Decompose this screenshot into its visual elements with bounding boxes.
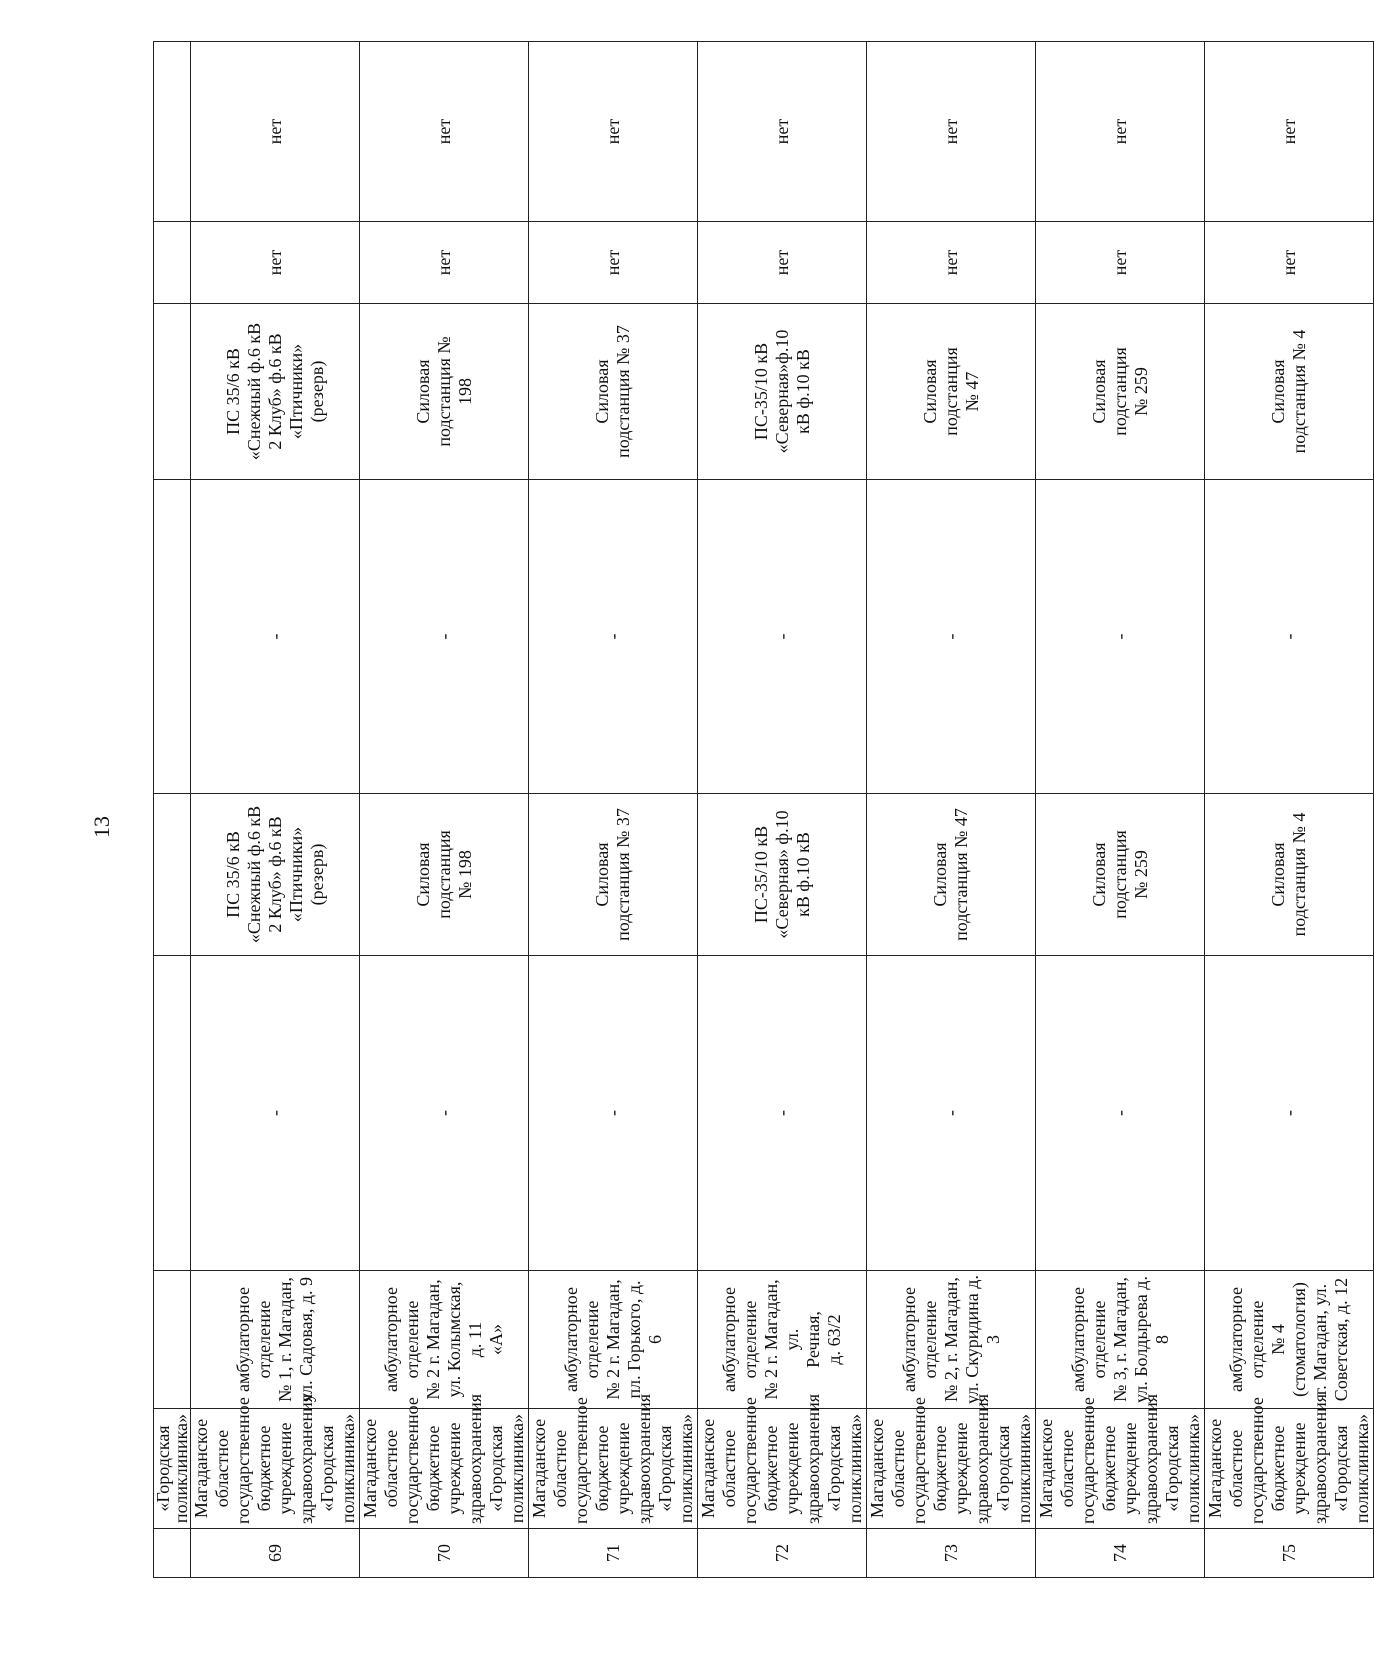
cell-department-address: амбулаторное отделение № 2 г. Магадан, пл. Горького, д. 6 [529,1271,698,1409]
cell-department-address: амбулаторное отделение № 4 (стоматология) г. Магадан, ул. Советская, д. 12 [1205,1271,1374,1409]
cell-backup-1: нет [1036,222,1205,304]
cell-power-source-1: Силовая подстанция № 47 [867,794,1036,956]
cell-org-tail: «Городская поликлиника» [154,1409,191,1529]
cell-col6: - [867,480,1036,794]
cell-col4: - [360,956,529,1271]
cell-backup-1: нет [360,222,529,304]
cell-row-number: 74 [1036,1529,1205,1578]
cell-backup-1: нет [698,222,867,304]
cell-col6: - [191,480,360,794]
cell-backup-2: нет [1036,42,1205,222]
cell-power-source-2: ПС-35/10 кВ «Северная»ф.10 кВ ф.10 кВ [698,304,867,480]
cell-backup-1: нет [191,222,360,304]
cell-empty [154,42,191,222]
cell-col4: - [867,956,1036,1271]
cell-department-address: амбулаторное отделение № 2 г. Магадан, ул. Колымская, д. 11 «А» [360,1271,529,1409]
cell-backup-2: нет [529,42,698,222]
table-row [1205,42,1374,1578]
cell-backup-2: нет [867,42,1036,222]
cell-department-address: амбулаторное отделение № 1, г. Магадан, ул. Садовая, д. 9 [191,1271,360,1409]
cell-row-number: 73 [867,1529,1036,1578]
cell-power-source-1: ПС-35/10 кВ «Северная» ф.10 кВ ф.10 кВ [698,794,867,956]
cell-empty [154,956,191,1271]
cell-col4: - [1205,956,1374,1271]
cell-col4: - [529,956,698,1271]
cell-empty [154,794,191,956]
table-row [529,42,698,1578]
cell-col6: - [1036,480,1205,794]
table-row [1036,42,1205,1578]
cell-organization: Магаданское областное государственное бюджетное учреждение здравоохранения «Городская поликлиника» [1036,1409,1205,1529]
cell-department-address: амбулаторное отделение № 2, г. Магадан, ул. Скуридина д. 3 [867,1271,1036,1409]
cell-organization: Магаданское областное государственное бюджетное учреждение здравоохранения «Городская поликлиника» [1205,1409,1374,1529]
cell-organization: Магаданское областное государственное бюджетное учреждение здравоохранения «Городская поликлиника» [191,1409,360,1529]
cell-col4: - [1036,956,1205,1271]
table-row [698,42,867,1578]
cell-col6: - [1205,480,1374,794]
cell-organization: Магаданское областное государственное бюджетное учреждение здравоохранения «Городская поликлиника» [698,1409,867,1529]
cell-organization: Магаданское областное государственное бюджетное учреждение здравоохранения «Городская поликлиника» [867,1409,1036,1529]
substation-table [153,41,1374,1578]
cell-backup-1: нет [867,222,1036,304]
cell-backup-2: нет [698,42,867,222]
cell-empty [154,480,191,794]
cell-department-address: амбулаторное отделение № 2 г. Магадан, ул. Речная, д. 63/2 [698,1271,867,1409]
cell-row-number: 70 [360,1529,529,1578]
cell-col4: - [191,956,360,1271]
table-row [191,42,360,1578]
cell-power-source-2: ПС 35/6 кВ «Снежный ф.6 кВ 2 Клуб» ф.6 кВ «Птичники» (резерв) [191,304,360,480]
cell-power-source-1: Силовая подстанция № 259 [1036,794,1205,956]
cell-backup-2: нет [191,42,360,222]
cell-power-source-2: Силовая подстанция № 47 [867,304,1036,480]
cell-col6: - [698,480,867,794]
cell-num [154,1529,191,1578]
cell-empty [154,1271,191,1409]
page-number: 13 [89,816,114,838]
cell-empty [154,304,191,480]
cell-col6: - [360,480,529,794]
table-row [867,42,1036,1578]
cell-row-number: 69 [191,1529,360,1578]
cell-backup-2: нет [1205,42,1374,222]
cell-power-source-2: Силовая подстанция № 198 [360,304,529,480]
rotated-table-container [153,42,1372,1578]
cell-organization: Магаданское областное государственное бюджетное учреждение здравоохранения «Городская поликлиника» [360,1409,529,1529]
table-row [360,42,529,1578]
continuation-row [154,42,191,1578]
cell-organization: Магаданское областное государственное бюджетное учреждение здравоохранения «Городская поликлиника» [529,1409,698,1529]
cell-empty [154,222,191,304]
cell-row-number: 71 [529,1529,698,1578]
cell-row-number: 75 [1205,1529,1374,1578]
cell-backup-2: нет [360,42,529,222]
cell-power-source-2: Силовая подстанция № 259 [1036,304,1205,480]
cell-power-source-2: Силовая подстанция № 4 [1205,304,1374,480]
cell-power-source-1: ПС 35/6 кВ «Снежный ф.6 кВ 2 Клуб» ф.6 кВ «Птичники» (резерв) [191,794,360,956]
table-body [154,42,1374,1578]
cell-power-source-1: Силовая подстанция № 4 [1205,794,1374,956]
cell-row-number: 72 [698,1529,867,1578]
cell-power-source-1: Силовая подстанция № 198 [360,794,529,956]
cell-power-source-2: Силовая подстанция № 37 [529,304,698,480]
cell-col4: - [698,956,867,1271]
cell-backup-1: нет [529,222,698,304]
cell-power-source-1: Силовая подстанция № 37 [529,794,698,956]
cell-department-address: амбулаторное отделение № 3, г. Магадан, ул. Болдырева д. 8 [1036,1271,1205,1409]
cell-backup-1: нет [1205,222,1374,304]
cell-col6: - [529,480,698,794]
